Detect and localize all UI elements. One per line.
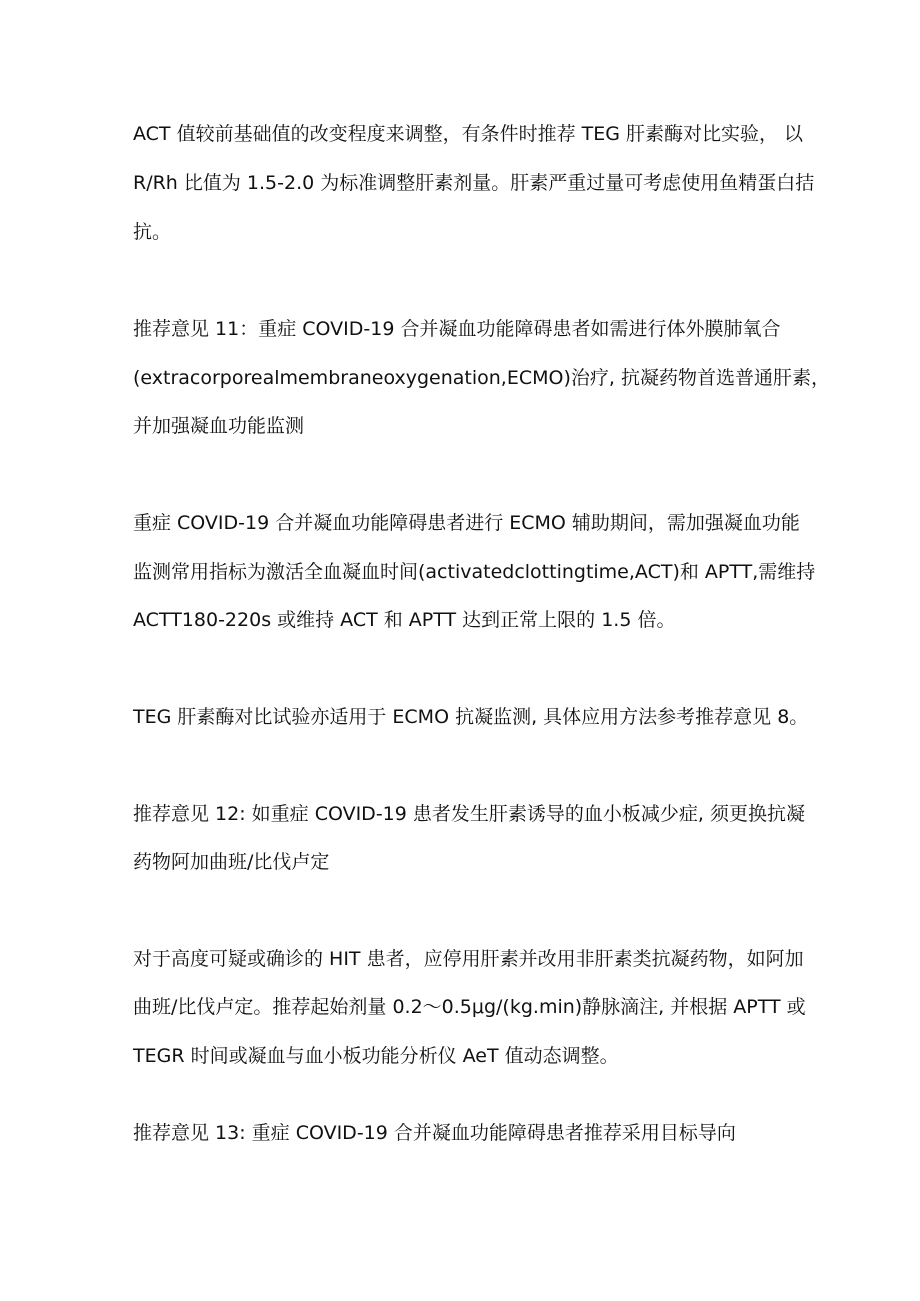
text-line: 推荐意见 11：重症 COVID-19 合并凝血功能障碍患者如需进行体外膜肺氧合 — [133, 318, 781, 340]
text-line: R/Rh 比值为 1.5-2.0 为标准调整肝素剂量。肝素严重过量可考虑使用鱼精蛋白拮 — [133, 172, 815, 194]
text-line: 曲班/比伐卢定。推荐起始剂量 0.2～0.5μg/(kg.min)静脉滴注, 并根据 APTT 或 — [133, 996, 806, 1018]
text-line: 并加强凝血功能监测 — [133, 415, 305, 437]
text-line: 推荐意见 12: 如重症 COVID-19 患者发生肝素诱导的血小板减少症, 须更换抗凝 — [133, 803, 805, 825]
text-line: TEGR 时间或凝血与血小板功能分析仪 AeT 值动态调整。 — [133, 1045, 619, 1067]
text-line: 对于高度可疑或确诊的 HIT 患者，应停用肝素并改用非肝素类抗凝药物，如阿加 — [133, 948, 804, 970]
text-line: ACT 值较前基础值的改变程度来调整，有条件时推荐 TEG 肝素酶对比实验， 以 — [133, 123, 804, 145]
text-line: 抗。 — [133, 221, 172, 243]
text-line: ACTT180-220s 或维持 ACT 和 APTT 达到正常上限的 1.5 倍。 — [133, 609, 676, 631]
text-line: TEG 肝素酶对比试验亦适用于 ECMO 抗凝监测, 具体应用方法参考推荐意见 8。 — [133, 706, 809, 728]
text-line: 监测常用指标为激活全血凝血时间(activatedclottingtime,ACT)和 APTT,需维持 — [133, 561, 816, 583]
text-line: (extracorporealmembraneoxygenation,ECMO)治疗, 抗凝药物首选普通肝素， — [133, 367, 830, 389]
text-line: 推荐意见 13: 重症 COVID-19 合并凝血功能障碍患者推荐采用目标导向 — [133, 1122, 736, 1144]
text-line: 重症 COVID-19 合并凝血功能障碍患者进行 ECMO 辅助期间，需加强凝血功能 — [133, 512, 800, 534]
text-line: 药物阿加曲班/比伐卢定 — [133, 851, 330, 873]
